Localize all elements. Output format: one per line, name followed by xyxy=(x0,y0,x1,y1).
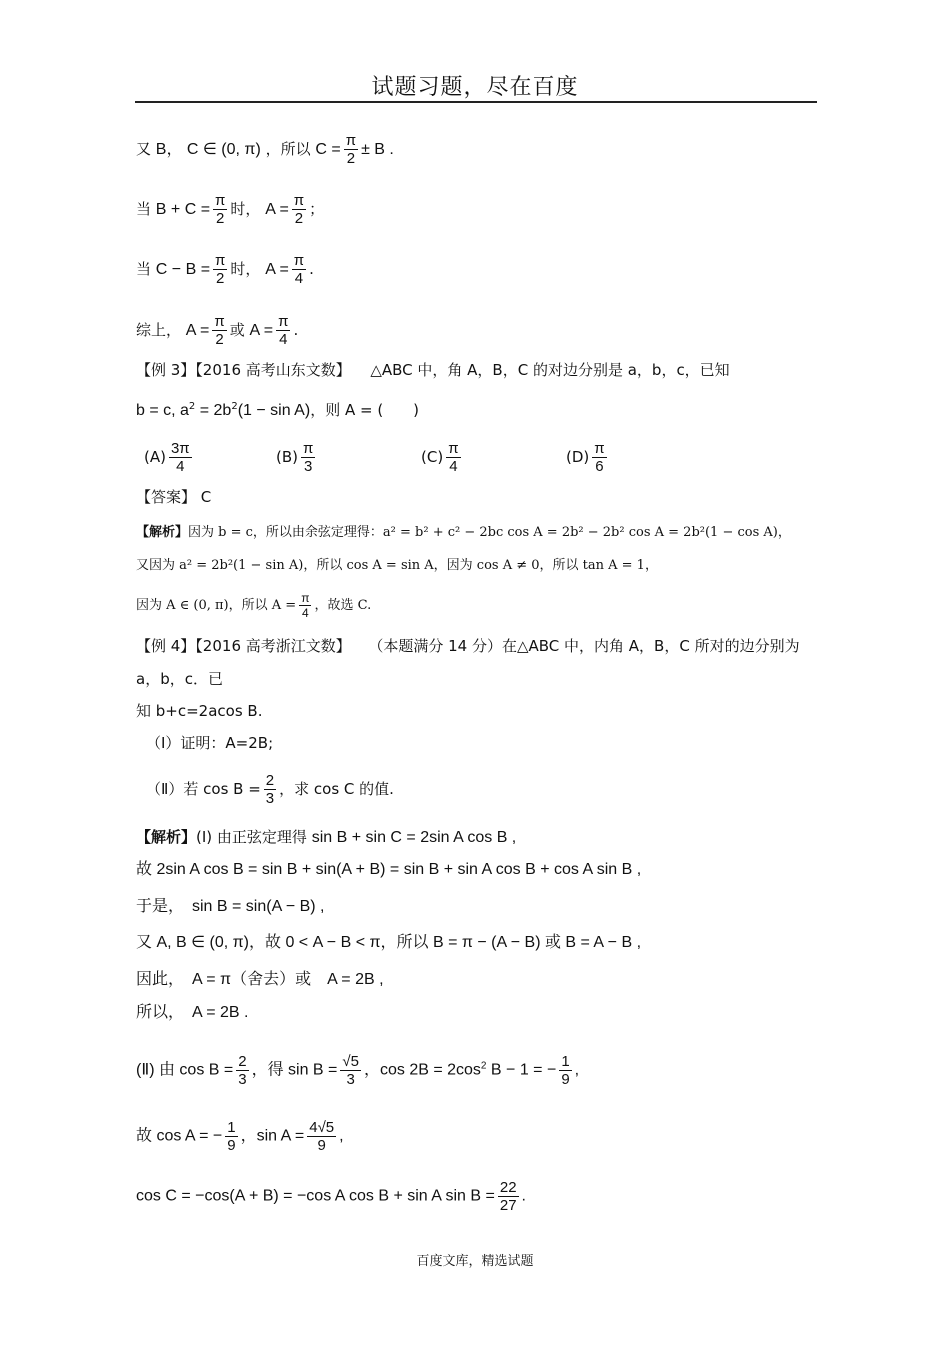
fraction xyxy=(344,132,358,167)
denominator: 3 xyxy=(265,790,275,807)
denominator: 3 xyxy=(304,458,313,475)
numerator: 3π xyxy=(170,440,190,457)
text: ，求 cos C 的值. xyxy=(279,780,394,798)
numerator: π xyxy=(594,440,605,457)
math: = 2b xyxy=(195,402,232,419)
solution-label: 【解析】 xyxy=(136,525,189,540)
example-3-solution-3 xyxy=(136,591,371,620)
text: ，则 A = ( ) xyxy=(310,401,420,419)
solution-line-2: 故 2sin A cos B = sin B + sin(A + B) = sin B + sin A cos B + cos A sin B , xyxy=(136,861,642,878)
text: 当 xyxy=(136,200,152,218)
fraction xyxy=(212,313,226,348)
example-4-header xyxy=(136,636,800,656)
example-3-condition xyxy=(136,397,419,421)
fraction xyxy=(446,440,460,475)
fraction xyxy=(292,252,306,287)
math: (1 − sin A) xyxy=(237,402,311,419)
text: (Ⅰ) 由正弦定理得 xyxy=(196,828,307,846)
text: 当 xyxy=(136,260,152,278)
example-4-part-2 xyxy=(146,772,394,807)
option-d-label: (D) xyxy=(566,448,590,466)
answer-value: C xyxy=(200,488,212,506)
denominator: 2 xyxy=(216,210,225,227)
numerator: π xyxy=(293,252,305,269)
numerator: π xyxy=(293,192,305,209)
numerator: π xyxy=(345,132,357,149)
fraction xyxy=(292,192,306,227)
numerator: 1 xyxy=(227,1119,236,1136)
fraction xyxy=(307,1119,336,1154)
line-case-c-minus-b xyxy=(136,252,314,287)
solution-text: 因为 A ∈ (0, π)，所以 A = xyxy=(136,598,297,613)
numerator: 1 xyxy=(561,1053,570,1070)
numerator: π xyxy=(448,440,459,457)
solution-text: 又因为 a² = 2b²(1 − sin A)，所以 cos A = sin A，因为 cos A ≠ 0，所以 tan A = 1， xyxy=(136,558,658,573)
text: . xyxy=(309,260,314,278)
numerator: π xyxy=(215,192,226,209)
solution-text: ，故选 C. xyxy=(314,598,372,613)
math: A = xyxy=(265,261,289,278)
denominator: 2 xyxy=(215,331,224,348)
math: B + C = xyxy=(155,201,211,218)
text: 时， xyxy=(230,260,261,278)
numerator: π xyxy=(215,252,226,269)
math: b = c, a xyxy=(136,402,189,419)
math: B − 1 = − xyxy=(486,1061,557,1079)
text: 时， xyxy=(230,200,261,218)
denominator: 9 xyxy=(317,1137,326,1154)
solution-line-6: 所以， A = 2B . xyxy=(136,1004,249,1021)
text: （Ⅱ）若 cos B = xyxy=(146,780,261,798)
text: . xyxy=(293,321,299,339)
superscript: 2 xyxy=(480,1060,487,1072)
fraction xyxy=(299,591,311,620)
example-3-solution-2 xyxy=(136,556,658,576)
math: A = xyxy=(265,201,289,218)
math: ，sin A = xyxy=(240,1127,305,1145)
solution-line-1 xyxy=(136,827,516,848)
text: 综上， xyxy=(136,321,182,339)
math: A = xyxy=(249,322,274,339)
math: C = xyxy=(315,141,341,158)
numerator: 22 xyxy=(499,1179,517,1196)
example-4-text: （本题满分 14 分）在△ABC 中，内角 A，B，C 所对的边分别为 xyxy=(368,637,800,655)
solution-line-4: 又 A, B ∈ (0, π)，故 0 < A − B < π，所以 B = π − (A − B) 或 B = A − B , xyxy=(136,934,642,951)
math: . xyxy=(521,1187,526,1205)
numerator: 2 xyxy=(265,772,275,789)
example-4-part-1: （Ⅰ）证明：A=2B; xyxy=(146,734,274,752)
page-header-title: 试题习题，尽在百度 xyxy=(371,75,579,100)
option-c-label: (C) xyxy=(421,448,444,466)
line-conclusion xyxy=(136,313,298,348)
math: ，cos 2B = 2cos xyxy=(363,1061,481,1079)
denominator: 4 xyxy=(449,458,458,475)
denominator: 6 xyxy=(595,458,604,475)
option-d xyxy=(566,440,610,475)
fraction xyxy=(225,1119,237,1154)
math: B， C ∈ (0, π) xyxy=(155,141,261,158)
solution-line-5: 因此， A = π（舍去）或 A = 2B , xyxy=(136,971,384,988)
option-c xyxy=(421,440,464,475)
denominator: 4 xyxy=(294,270,304,287)
solution-label: 【解析】 xyxy=(136,828,197,846)
solution-line-7 xyxy=(136,1053,579,1088)
fraction xyxy=(213,192,227,227)
math: A = xyxy=(185,322,210,339)
math: ，得 sin B = xyxy=(251,1061,338,1079)
denominator: 2 xyxy=(294,210,304,227)
fraction xyxy=(592,440,606,475)
math: cos C = −cos(A + B) = −cos A cos B + sin A sin B = xyxy=(136,1187,495,1205)
math: , xyxy=(339,1127,344,1145)
option-a xyxy=(144,440,195,475)
fraction xyxy=(213,252,227,287)
example-3-text: △ABC 中，角 A，B，C 的对边分别是 a，b，c，已知 xyxy=(370,361,730,379)
numerator: 2 xyxy=(238,1053,247,1070)
example-4-text-2: a，b，c．已 xyxy=(136,670,223,688)
fraction xyxy=(301,440,315,475)
denominator: 3 xyxy=(346,1071,355,1088)
math: sin B + sin C = 2sin A cos B , xyxy=(311,829,517,846)
text: 又 xyxy=(136,140,152,158)
math: , xyxy=(574,1061,580,1079)
denominator: 4 xyxy=(279,331,288,348)
example-3-title: 【例 3】【2016 高考山东文数】 xyxy=(136,361,351,379)
fraction xyxy=(559,1053,571,1088)
solution-text: 因为 b = c，所以由余弦定理得：a² = b² + c² − 2bc cos A = 2b² − 2b² cos A = 2b²(1 − cos A)， xyxy=(188,525,791,540)
numerator: π xyxy=(214,313,225,330)
text: ； xyxy=(309,200,325,218)
option-b xyxy=(276,440,318,475)
example-4-text-3: 知 b+c=2acos B. xyxy=(136,702,263,720)
numerator: π xyxy=(278,313,289,330)
numerator: π xyxy=(303,440,314,457)
superscript: 2 xyxy=(231,401,238,412)
line-case-b-plus-c xyxy=(136,192,324,227)
numerator: √5 xyxy=(342,1053,359,1070)
math: C − B = xyxy=(155,261,211,278)
text: 或 xyxy=(229,321,245,339)
text: ，所以 xyxy=(265,140,311,158)
denominator: 2 xyxy=(346,150,356,167)
fraction xyxy=(340,1053,361,1088)
denominator: 4 xyxy=(176,458,185,475)
numerator: 4√5 xyxy=(309,1119,335,1136)
superscript: 2 xyxy=(188,401,196,412)
line-b-c-range xyxy=(136,132,394,167)
example-3-answer xyxy=(136,487,211,507)
page-footer: 百度文库，精选试题 xyxy=(416,1254,534,1269)
fraction xyxy=(236,1053,248,1088)
denominator: 3 xyxy=(238,1071,247,1088)
example-4-title: 【例 4】【2016 高考浙江文数】 xyxy=(136,637,351,655)
solution-line-9 xyxy=(136,1179,526,1214)
fraction xyxy=(264,772,276,807)
denominator: 9 xyxy=(227,1137,236,1154)
solution-line-8 xyxy=(136,1119,344,1154)
denominator: 4 xyxy=(301,606,309,620)
answer-label: 【答案】 xyxy=(136,488,197,506)
fraction xyxy=(276,313,290,348)
denominator: 9 xyxy=(561,1071,570,1088)
solution-line-3: 于是， sin B = sin(A − B) , xyxy=(136,898,325,915)
numerator: π xyxy=(301,591,310,605)
fraction xyxy=(498,1179,519,1214)
denominator: 27 xyxy=(499,1197,517,1214)
option-b-label: (B) xyxy=(276,448,298,466)
math: (Ⅱ) 由 cos B = xyxy=(136,1061,234,1079)
denominator: 2 xyxy=(216,270,225,287)
math: 故 cos A = − xyxy=(136,1127,223,1145)
math: ± B . xyxy=(361,141,394,158)
header-divider xyxy=(135,101,817,103)
example-3-solution-1 xyxy=(136,523,791,543)
option-a-label: (A) xyxy=(144,448,166,466)
example-3-header xyxy=(136,360,730,380)
fraction xyxy=(169,440,192,475)
